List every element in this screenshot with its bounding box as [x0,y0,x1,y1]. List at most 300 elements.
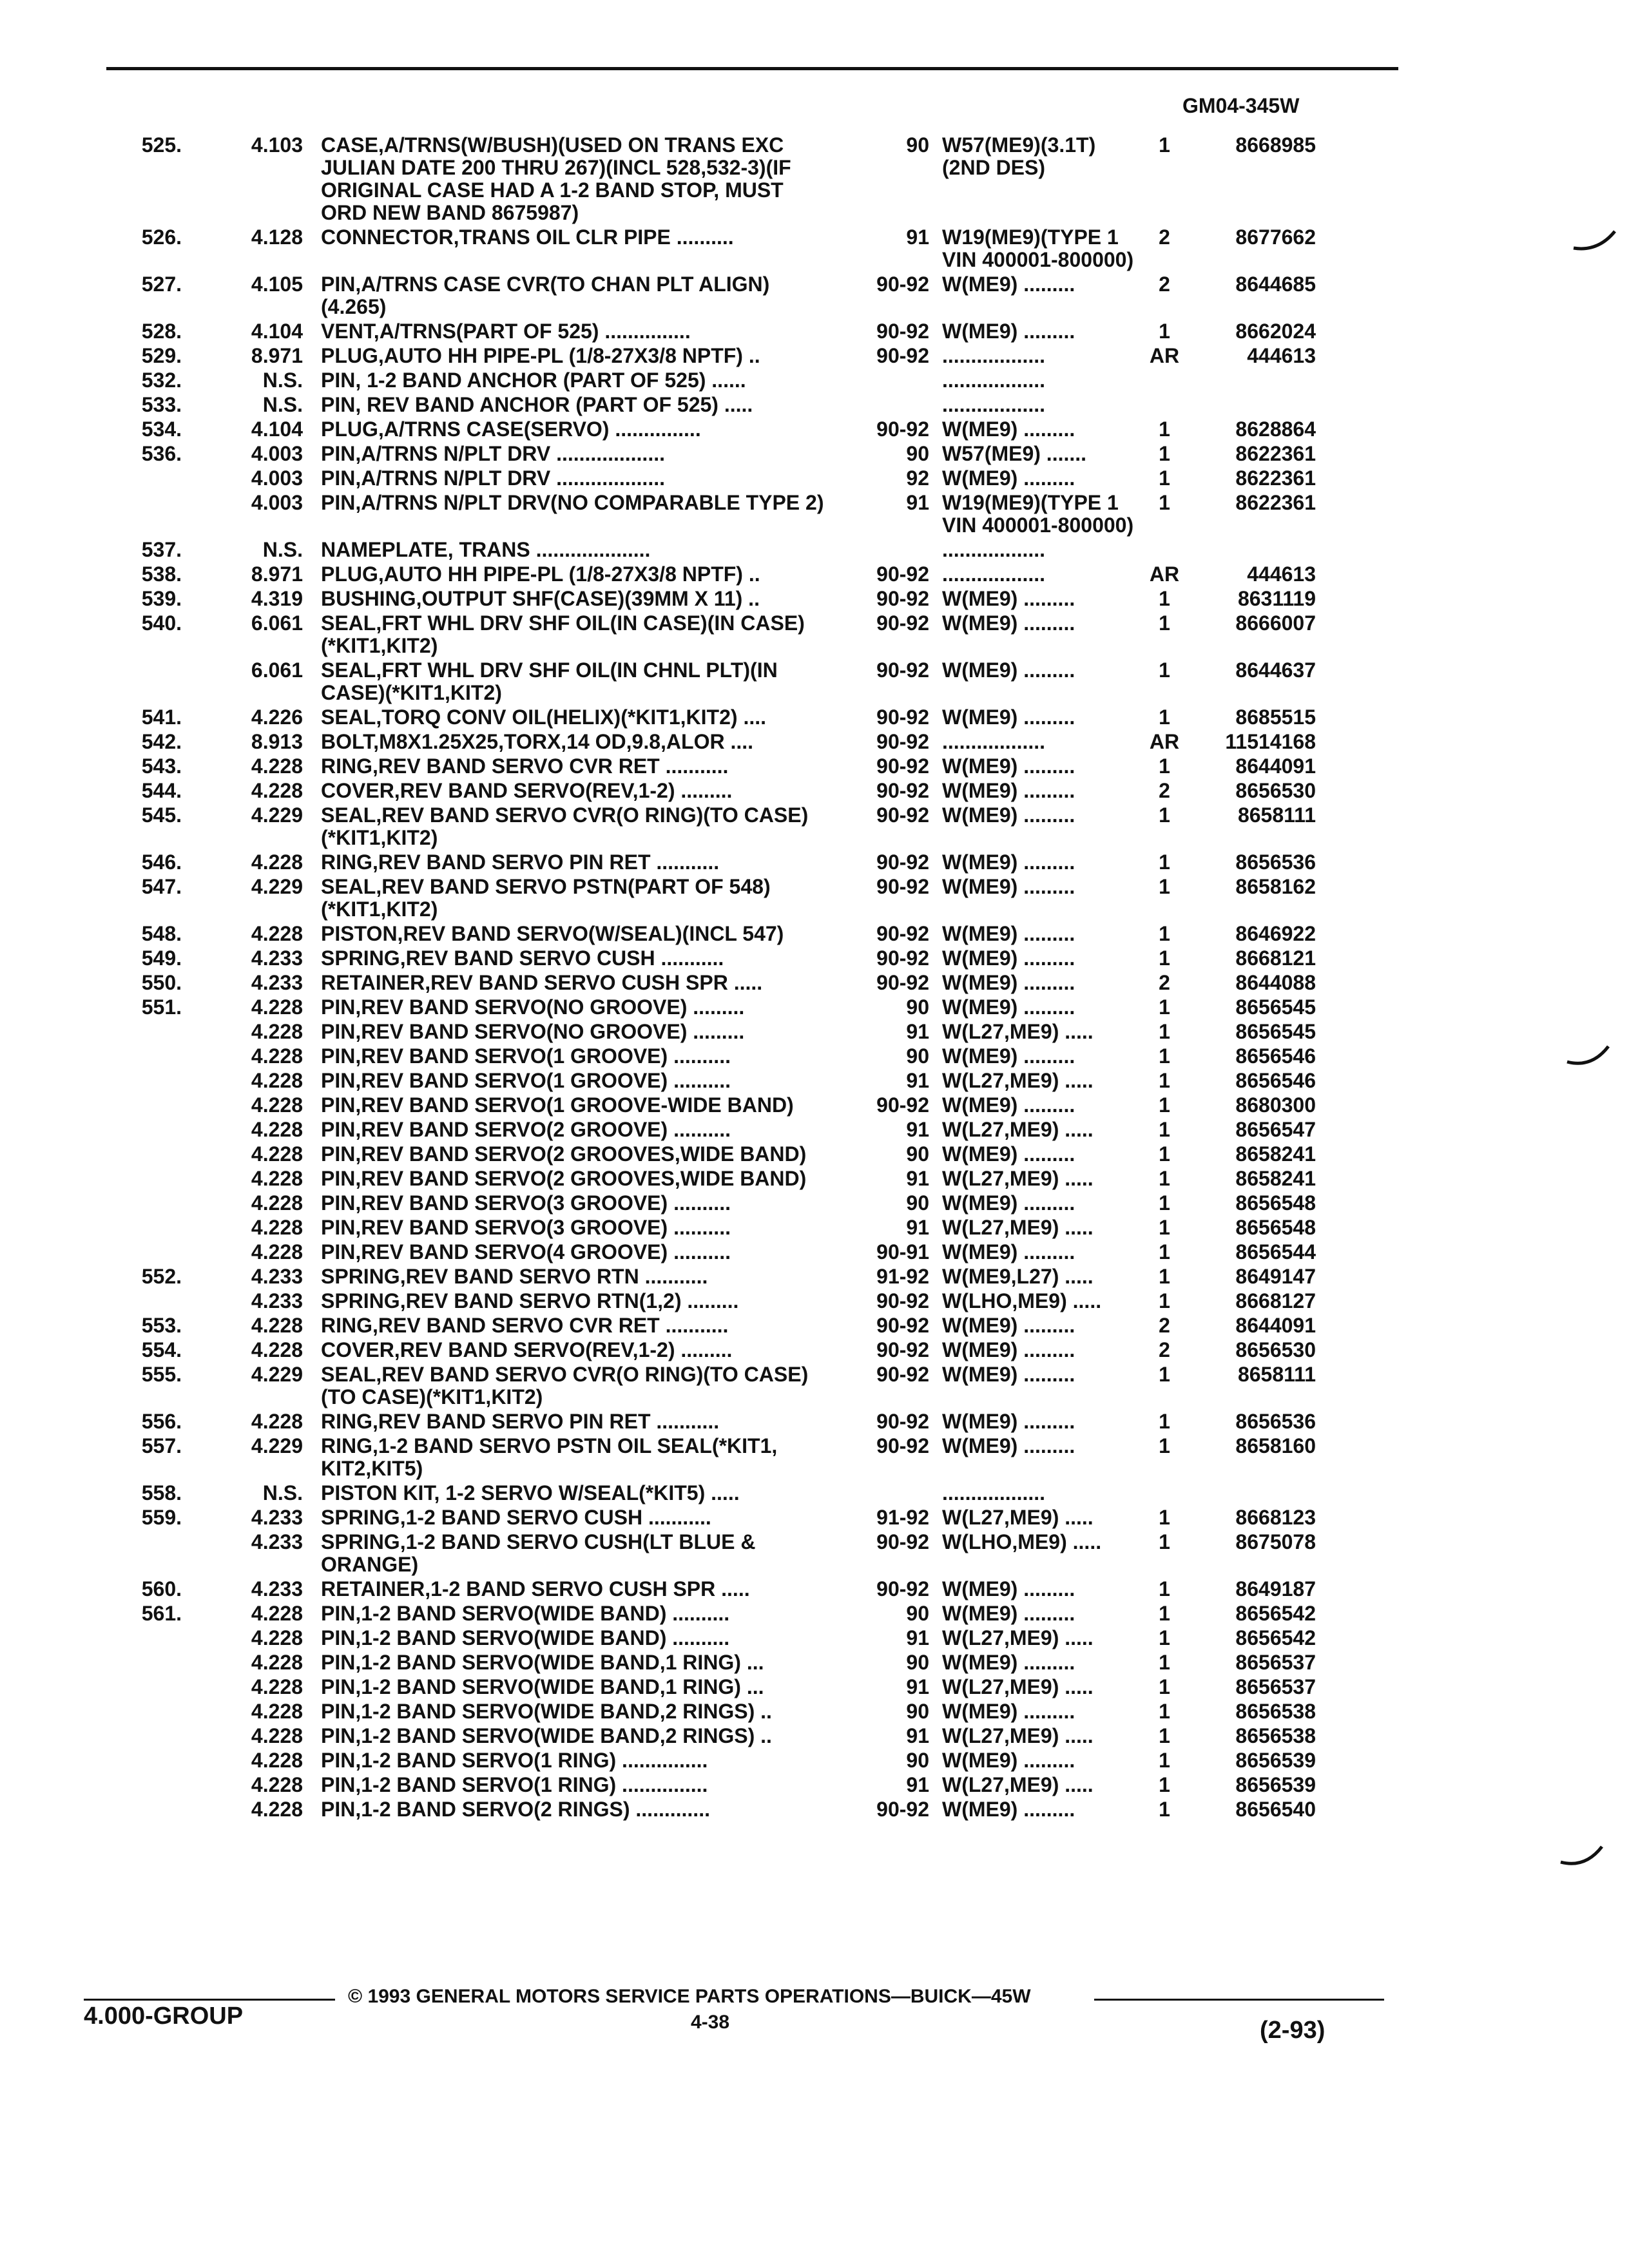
model-year: 91 [906,1020,929,1043]
quantity: 1 [1159,1749,1170,1772]
model-year: 90-92 [876,1798,929,1821]
parts-row [0,1290,1629,1312]
parts-row [0,1314,1629,1337]
model-year: 91 [906,1675,929,1698]
model-code: W(ME9) ......... [942,466,1075,490]
part-description [303,394,826,416]
parts-row [0,1410,1629,1433]
part-description [303,1578,826,1600]
part-description [303,1482,826,1504]
quantity: 2 [1159,273,1170,296]
part-name: PISTON KIT [321,1481,434,1504]
model-year: 90-92 [876,320,929,343]
model-code: W(ME9) ......... [942,971,1075,994]
part-name: BOLT [321,730,374,753]
part-name: COVER [321,779,394,802]
part-description [303,612,826,657]
part-name: SEAL [321,611,376,635]
catalog-number: 4.229 [251,1363,303,1386]
quantity: 1 [1159,1530,1170,1553]
part-name: PIN [321,1749,356,1772]
model-code: W(ME9) ......... [942,1602,1075,1625]
part-detail: ,REV BAND SERVO RTN(1,2) ......... [400,1289,739,1312]
catalog-number: 6.061 [251,658,303,682]
footer-rule-right [1094,1999,1384,2001]
part-name: PIN [321,1118,356,1141]
model-code: W(ME9,L27) ..... [942,1265,1094,1288]
model-year: 91 [906,1118,929,1141]
quantity: 1 [1159,1675,1170,1698]
parts-row [0,706,1629,729]
item-number: 556. [141,1410,182,1433]
part-number: 8628864 [1235,418,1316,441]
parts-row [0,731,1629,753]
model-code: W(L27,ME9) ..... [942,1167,1094,1190]
item-number: 541. [141,706,182,729]
catalog-number: 4.228 [251,1626,303,1649]
part-detail: ,TRANS OIL CLR PIPE .......... [453,226,734,249]
quantity: 1 [1159,1773,1170,1796]
quantity: 1 [1159,1069,1170,1092]
model-code: W57(ME9) ....... [942,442,1087,465]
part-number: 8668985 [1235,133,1316,157]
part-description [303,1531,826,1576]
quantity: 1 [1159,1216,1170,1239]
model-code: W(ME9) ......... [942,706,1075,729]
part-number: 8656536 [1235,1410,1316,1433]
part-name: PIN [321,1773,356,1796]
part-name: PIN [321,995,356,1019]
part-number: 8685515 [1235,706,1316,729]
catalog-number: 6.061 [251,611,303,635]
part-number: 8622361 [1235,491,1316,514]
catalog-number: 4.228 [251,1314,303,1337]
part-number: 8662024 [1235,320,1316,343]
part-number: 8658160 [1235,1434,1316,1457]
part-description [303,1168,826,1190]
catalog-number: 4.228 [251,1118,303,1141]
catalog-number: 4.228 [251,1700,303,1723]
quantity: 1 [1159,1289,1170,1312]
model-year: 90-92 [876,418,929,441]
catalog-number: 4.319 [251,587,303,610]
part-number: 8656540 [1235,1798,1316,1821]
model-code: W(ME9) ......... [942,1700,1075,1723]
part-name: SEAL [321,803,376,827]
model-code: .................. [942,369,1046,392]
model-code: W(ME9) ......... [942,320,1075,343]
part-detail: ,REV BAND SERVO(NO GROOVE) ......... [355,995,745,1019]
part-number: 8646922 [1235,922,1316,945]
model-year: 90-92 [876,850,929,874]
part-number: 8656542 [1235,1602,1316,1625]
part-name: RING [321,1410,372,1433]
part-name: PIN [321,1626,356,1649]
part-description [303,467,826,490]
part-name: SEAL [321,1363,376,1386]
model-year: 90-92 [876,344,929,367]
catalog-number: N.S. [262,369,303,392]
parts-table [0,134,1629,1823]
part-name: PIN [321,1602,356,1625]
catalog-number: 4.228 [251,1191,303,1215]
catalog-number: 4.228 [251,1142,303,1166]
model-code: W(ME9) ......... [942,850,1075,874]
part-detail: ,1-2 BAND SERVO(2 RINGS) ............. [355,1798,710,1821]
model-year: 92 [906,466,929,490]
quantity: 1 [1159,1093,1170,1117]
model-year: 90 [906,1191,929,1215]
quantity: AR [1149,562,1180,586]
model-code: .................. [942,393,1046,416]
item-number: 552. [141,1265,182,1288]
part-detail: ,REV BAND SERVO(1 GROOVE) .......... [355,1044,731,1068]
model-code: W(ME9) ......... [942,1798,1075,1821]
model-year: 90-92 [876,922,929,945]
part-description [303,972,826,994]
parts-row [0,1725,1629,1747]
part-number: 8658241 [1235,1167,1316,1190]
part-description [303,588,826,610]
catalog-number: 4.228 [251,1093,303,1117]
quantity: 1 [1159,995,1170,1019]
part-detail: , 1-2 SERVO W/SEAL(*KIT5) ..... [434,1481,740,1504]
part-number: 8666007 [1235,611,1316,635]
catalog-number: 4.003 [251,442,303,465]
part-description [303,1070,826,1092]
part-name: PIN [321,1069,356,1092]
quantity: 1 [1159,1044,1170,1068]
part-description [303,1435,826,1480]
model-code: W(ME9) ......... [942,1434,1075,1457]
catalog-number: 4.228 [251,1724,303,1747]
model-year: 90-92 [876,947,929,970]
parts-row [0,1676,1629,1698]
part-number: 8656545 [1235,1020,1316,1043]
part-number: 8644637 [1235,658,1316,682]
part-description [303,1241,826,1264]
date-code: (2-93) [1260,2017,1325,2044]
item-number: 532. [141,369,182,392]
model-code: W(L27,ME9) ..... [942,1069,1094,1092]
catalog-number: 4.233 [251,971,303,994]
quantity: 1 [1159,1434,1170,1457]
part-description [303,1192,826,1215]
quantity: 1 [1159,1142,1170,1166]
part-detail: ,1-2 BAND SERVO(WIDE BAND,2 RINGS) .. [355,1700,772,1723]
item-number: 557. [141,1434,182,1457]
part-description [303,1265,826,1288]
quantity: 1 [1159,1118,1170,1141]
part-name: PIN [321,1093,356,1117]
parts-row [0,563,1629,586]
model-year: 91 [906,1626,929,1649]
model-code: W(ME9) ......... [942,1240,1075,1264]
model-year: 90-92 [876,875,929,898]
catalog-number: N.S. [262,393,303,416]
part-description [303,851,826,874]
catalog-number: 4.228 [251,1773,303,1796]
parts-row [0,345,1629,367]
part-description [303,369,826,392]
margin-check-mark [1566,1044,1611,1070]
part-number: 8658111 [1237,1363,1316,1386]
part-name: SPRING [321,1289,400,1312]
item-number: 549. [141,947,182,970]
part-name: NAMEPLATE [321,538,448,561]
item-number: 528. [141,320,182,343]
part-number: 8656539 [1235,1749,1316,1772]
part-number: 8668121 [1235,947,1316,970]
catalog-number: 4.233 [251,1289,303,1312]
part-number: 8656536 [1235,850,1316,874]
part-description [303,1045,826,1068]
model-year: 90-92 [876,1577,929,1600]
model-year: 91 [906,1724,929,1747]
model-year: 90-92 [876,658,929,682]
part-number: 8658241 [1235,1142,1316,1166]
item-number: 551. [141,995,182,1019]
margin-check-mark [1572,229,1617,255]
part-number: 8656545 [1235,995,1316,1019]
item-number: 542. [141,730,182,753]
part-detail: ,1-2 BAND SERVO(WIDE BAND) .......... [355,1602,730,1625]
part-number: 8656544 [1235,1240,1316,1264]
part-name: SPRING [321,947,400,970]
part-description [303,996,826,1019]
quantity: 1 [1159,1577,1170,1600]
catalog-number: 4.228 [251,1240,303,1264]
model-year: 90-92 [876,971,929,994]
part-detail: ,REV BAND SERVO PIN RET ........... [372,850,720,874]
part-description [303,755,826,778]
part-detail: ,REV BAND SERVO CUSH ........... [400,947,724,970]
part-detail: ,REV BAND SERVO(4 GROOVE) .......... [355,1240,731,1264]
quantity: 2 [1159,226,1170,249]
part-number: 444613 [1247,344,1316,367]
part-detail: ,1-2 BAND SERVO CUSH SPR ..... [425,1577,750,1600]
part-detail: ,A/TRNS CASE(SERVO) ............... [378,418,701,441]
parts-row [0,947,1629,970]
model-code: W(LHO,ME9) ..... [942,1530,1102,1553]
part-name: RING [321,754,372,778]
quantity: AR [1149,730,1180,753]
item-number: 561. [141,1602,182,1625]
part-name: PIN [321,273,356,296]
part-detail: ,1-2 BAND SERVO(1 RING) ............... [355,1749,708,1772]
model-year: 90-92 [876,1410,929,1433]
part-description [303,226,826,249]
part-number: 8656546 [1235,1044,1316,1068]
quantity: 1 [1159,754,1170,778]
part-number: 8656539 [1235,1773,1316,1796]
item-number: 548. [141,922,182,945]
parts-row [0,492,1629,537]
part-detail: ,REV BAND SERVO CVR(O RING)(TO CASE)(*KIT1,KIT2) [321,803,809,849]
quantity: 1 [1159,1724,1170,1747]
model-year: 90-92 [876,754,929,778]
model-code: W(L27,ME9) ..... [942,1506,1094,1529]
part-description [303,876,826,921]
part-name: PIN [321,442,356,465]
model-year: 90-92 [876,562,929,586]
part-description [303,492,826,514]
quantity: 1 [1159,922,1170,945]
part-name: PIN [321,1651,356,1674]
catalog-number: N.S. [262,538,303,561]
part-description [303,1021,826,1043]
item-number: 554. [141,1338,182,1361]
model-year: 90 [906,133,929,157]
part-number: 8644088 [1235,971,1316,994]
part-detail: ,REV BAND SERVO(3 GROOVE) .......... [355,1216,731,1239]
model-code: W(ME9) ......... [942,947,1075,970]
catalog-number: 4.229 [251,1434,303,1457]
part-description [303,1363,826,1408]
catalog-number: 4.229 [251,803,303,827]
part-number: 8658162 [1235,875,1316,898]
model-year: 90-92 [876,1434,929,1457]
model-code: W(LHO,ME9) ..... [942,1289,1102,1312]
part-name: PIN [321,1798,356,1821]
part-description [303,1143,826,1166]
model-code: W19(ME9)(TYPE 1 VIN 400001-800000) [942,226,1134,271]
quantity: 1 [1159,1363,1170,1386]
quantity: 1 [1159,320,1170,343]
part-description [303,1119,826,1141]
item-number: 559. [141,1506,182,1529]
part-name: PIN [321,466,356,490]
item-number: 539. [141,587,182,610]
part-description [303,1602,826,1625]
part-detail: ,REV BAND SERVO PSTN(PART OF 548)(*KIT1,KIT2) [321,875,771,921]
part-name: SPRING [321,1506,400,1529]
part-description [303,731,826,753]
part-detail: ,REV BAND SERVO CUSH SPR ..... [425,971,763,994]
part-number: 8668123 [1235,1506,1316,1529]
item-number: 526. [141,226,182,249]
part-description [303,1094,826,1117]
part-detail: , REV BAND ANCHOR (PART OF 525) ..... [355,393,753,416]
model-year: 90 [906,442,929,465]
part-name: PIN [321,491,356,514]
part-name: PISTON [321,922,398,945]
quantity: 1 [1159,1798,1170,1821]
model-code: W(ME9) ......... [942,995,1075,1019]
part-description [303,1290,826,1312]
parts-row [0,755,1629,778]
part-detail: ,1-2 BAND SERVO(1 RING) ............... [355,1773,708,1796]
part-name: PLUG [321,418,378,441]
part-number: 8644091 [1235,1314,1316,1337]
part-description [303,1651,826,1674]
part-detail: ,REV BAND SERVO(2 GROOVES,WIDE BAND) [355,1142,807,1166]
model-code: W(ME9) ......... [942,587,1075,610]
catalog-number: 4.228 [251,1069,303,1092]
quantity: 1 [1159,442,1170,465]
model-year: 91 [906,1069,929,1092]
parts-row [0,1119,1629,1141]
model-code: W(ME9) ......... [942,611,1075,635]
model-year: 90 [906,995,929,1019]
part-description [303,1314,826,1337]
model-code: W(L27,ME9) ..... [942,1773,1094,1796]
model-code: W(ME9) ......... [942,779,1075,802]
catalog-number: 4.226 [251,706,303,729]
part-name: PIN [321,1020,356,1043]
part-name: RETAINER [321,1577,425,1600]
model-code: .................. [942,344,1046,367]
part-description [303,1676,826,1698]
part-detail: ,REV BAND SERVO(REV,1-2) ......... [394,779,733,802]
footer-copyright: © 1993 GENERAL MOTORS SERVICE PARTS OPERATIONS—BUICK—45W [348,1986,1031,2007]
item-number: 553. [141,1314,182,1337]
part-name: PIN [321,369,356,392]
margin-check-mark [1559,1844,1605,1870]
model-year: 90-92 [876,1314,929,1337]
quantity: 1 [1159,1167,1170,1190]
part-number: 8644685 [1235,273,1316,296]
parts-row [0,1578,1629,1600]
part-number: 8656538 [1235,1724,1316,1747]
part-name: PIN [321,1044,356,1068]
model-year: 90-91 [876,1240,929,1264]
model-code: W(ME9) ......... [942,1044,1075,1068]
catalog-number: 4.228 [251,850,303,874]
part-name: SEAL [321,706,376,729]
model-year: 91 [906,491,929,514]
catalog-number: 4.228 [251,1167,303,1190]
part-description [303,706,826,729]
model-code: W(ME9) ......... [942,418,1075,441]
part-detail: ,1-2 BAND SERVO PSTN OIL SEAL(*KIT1, KIT2,KIT5) [321,1434,778,1480]
catalog-number: 4.228 [251,1651,303,1674]
model-year: 91-92 [876,1506,929,1529]
document-code: GM04-345W [1182,94,1300,117]
part-name: PIN [321,1191,356,1215]
item-number: 560. [141,1577,182,1600]
part-description [303,539,826,561]
model-year: 90-92 [876,611,929,635]
part-detail: ,1-2 BAND SERVO CUSH(LT BLUE & ORANGE) [321,1530,756,1576]
part-name: RETAINER [321,971,425,994]
part-description [303,804,826,849]
part-number: 8656530 [1235,779,1316,802]
part-description [303,1216,826,1239]
catalog-number: 4.104 [251,320,303,343]
part-detail: ,REV BAND SERVO(2 GROOVE) .......... [355,1118,731,1141]
item-number: 546. [141,850,182,874]
model-code: W(ME9) ......... [942,754,1075,778]
item-number: 534. [141,418,182,441]
part-detail: ,A/TRNS N/PLT DRV ................... [355,466,665,490]
parts-row [0,467,1629,490]
model-year: 90 [906,1142,929,1166]
model-code: W(ME9) ......... [942,1577,1075,1600]
catalog-number: 4.233 [251,1265,303,1288]
item-number: 536. [141,442,182,465]
item-number: 540. [141,611,182,635]
part-name: BUSHING [321,587,416,610]
part-name: PIN [321,1167,356,1190]
part-number: 8656537 [1235,1651,1316,1674]
part-number: 8656548 [1235,1191,1316,1215]
catalog-number: 8.913 [251,730,303,753]
footer-rule-left [84,1999,335,2001]
parts-row [0,923,1629,945]
parts-row [0,1143,1629,1166]
part-name: CASE [321,133,378,157]
